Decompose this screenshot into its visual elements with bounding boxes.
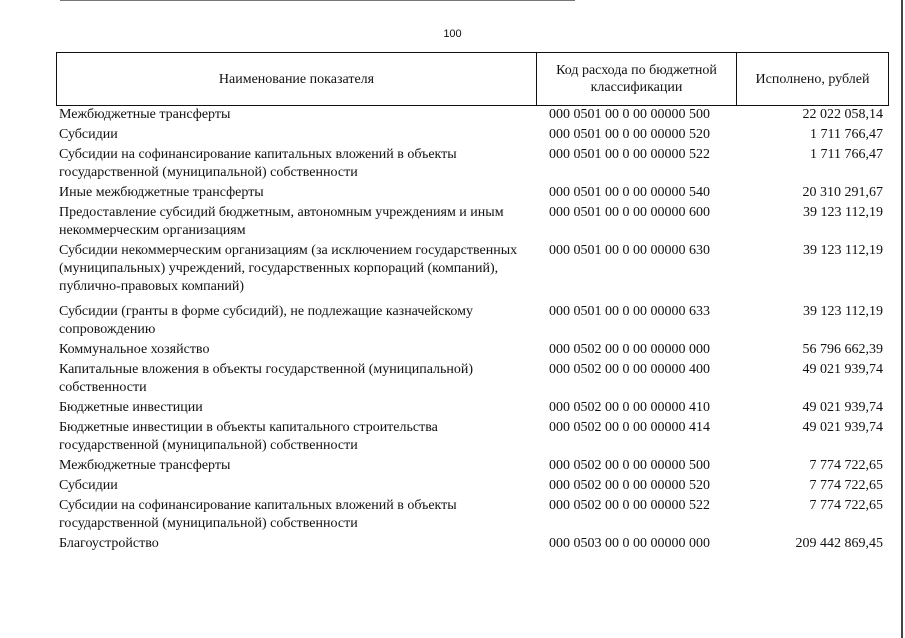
row-code: 000 0501 00 0 00 00000 540: [549, 185, 710, 200]
row-executed: 7 774 722,65: [809, 478, 883, 493]
row-code: 000 0502 00 0 00 00000 500: [549, 458, 710, 473]
table-row: [0, 477, 905, 495]
row-name: Межбюджетные трансферты: [59, 107, 231, 122]
row-name: Субсидии: [59, 478, 118, 493]
row-name: Межбюджетные трансферты: [59, 458, 231, 473]
row-executed: 49 021 939,74: [802, 420, 883, 435]
row-name: Предоставление субсидий бюджетным, автономным учреждениям и иным некоммерческим организациям: [59, 205, 504, 238]
table-row: [0, 146, 905, 182]
row-code: 000 0502 00 0 00 00000 522: [549, 498, 710, 513]
row-code: 000 0502 00 0 00 00000 410: [549, 400, 710, 415]
row-code: 000 0502 00 0 00 00000 520: [549, 478, 710, 493]
row-code: 000 0502 00 0 00 00000 000: [549, 342, 710, 357]
row-executed: 39 123 112,19: [803, 243, 883, 258]
table-row: [0, 303, 905, 339]
row-code: 000 0501 00 0 00 00000 633: [549, 304, 710, 319]
header-name: Наименование показателя: [57, 53, 537, 105]
table-row: [0, 361, 905, 397]
row-executed: 7 774 722,65: [809, 498, 883, 513]
table-header: [56, 52, 889, 106]
page-number: 100: [443, 28, 462, 40]
row-name: Иные межбюджетные трансферты: [59, 185, 264, 200]
row-executed: 209 442 869,45: [795, 536, 883, 551]
table-row: [0, 497, 905, 533]
table-row: [0, 242, 905, 296]
row-name: Капитальные вложения в объекты государственной (муниципальной) собственности: [59, 362, 474, 395]
row-code: 000 0501 00 0 00 00000 520: [549, 127, 710, 142]
table-row: [0, 399, 905, 417]
row-executed: 1 711 766,47: [810, 147, 883, 162]
row-code: 000 0502 00 0 00 00000 400: [549, 362, 710, 377]
row-executed: 49 021 939,74: [802, 400, 883, 415]
table-row: [0, 204, 905, 240]
row-name: Коммунальное хозяйство: [59, 342, 210, 357]
row-name: Субсидии на софинансирование капитальных вложений в объекты государственной (муниципальной) собственности: [59, 147, 457, 180]
row-code: 000 0503 00 0 00 00000 000: [549, 536, 710, 551]
table-row: [0, 419, 905, 455]
row-name: Субсидии некоммерческим организациям (за исключением государственных (муниципальных) учреждений, государственных корпораций (компаний), публично-правовых компаний): [59, 243, 518, 294]
row-executed: 20 310 291,67: [802, 185, 883, 200]
row-executed: 56 796 662,39: [802, 342, 883, 357]
row-code: 000 0502 00 0 00 00000 414: [549, 420, 710, 435]
row-name: Субсидии (гранты в форме субсидий), не подлежащие казначейскому сопровождению: [59, 304, 473, 337]
row-code: 000 0501 00 0 00 00000 500: [549, 107, 710, 122]
header-code: Код расхода по бюджетной классификации: [537, 53, 737, 105]
row-executed: 22 022 058,14: [802, 107, 883, 122]
table-body: [0, 106, 905, 553]
table-row: [0, 106, 905, 124]
header-executed: Исполнено, рублей: [755, 71, 870, 87]
top-rule: [60, 0, 575, 1]
table-row: [0, 126, 905, 144]
row-executed: 1 711 766,47: [810, 127, 883, 142]
row-name: Бюджетные инвестиции: [59, 400, 203, 415]
row-name: Субсидии: [59, 127, 118, 142]
row-executed: 7 774 722,65: [809, 458, 883, 473]
row-name: Субсидии на софинансирование капитальных вложений в объекты государственной (муниципальной) собственности: [59, 498, 457, 531]
row-name: Бюджетные инвестиции в объекты капитального строительства государственной (муниципальной) собственности: [59, 420, 438, 453]
row-code: 000 0501 00 0 00 00000 630: [549, 243, 710, 258]
row-executed: 39 123 112,19: [803, 205, 883, 220]
table-row: [0, 457, 905, 475]
row-executed: 39 123 112,19: [803, 304, 883, 319]
row-code: 000 0501 00 0 00 00000 600: [549, 205, 710, 220]
table-row: [0, 184, 905, 202]
table-row: [0, 535, 905, 553]
row-code: 000 0501 00 0 00 00000 522: [549, 147, 710, 162]
table-row: [0, 341, 905, 359]
row-executed: 49 021 939,74: [802, 362, 883, 377]
row-name: Благоустройство: [59, 536, 159, 551]
